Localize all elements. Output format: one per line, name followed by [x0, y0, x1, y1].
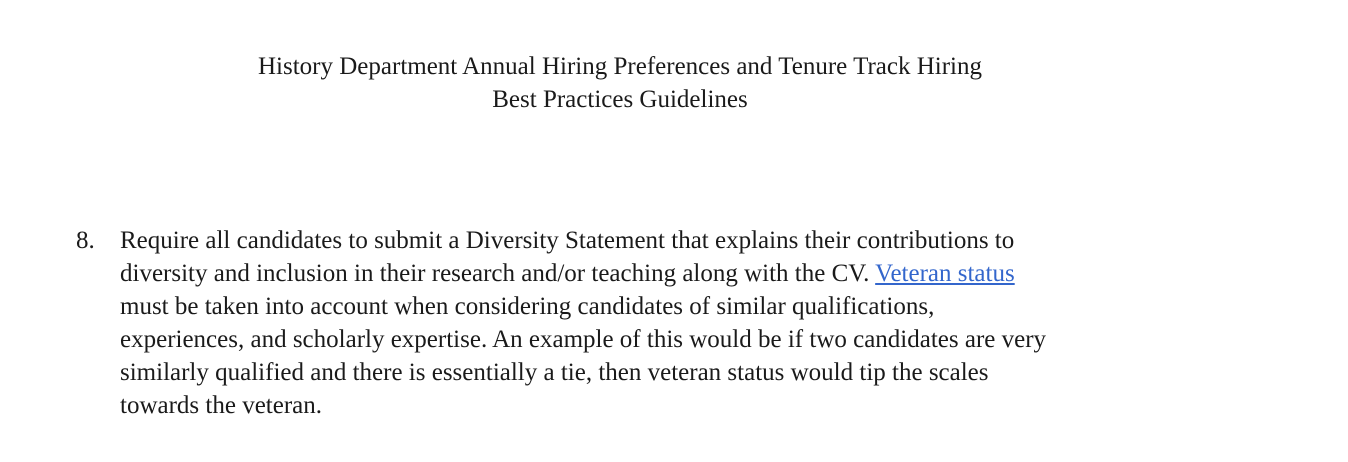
list-item-number: 8.	[76, 227, 95, 254]
paragraph-line: Require all candidates to submit a Diversity Statement that explains their contributions to	[120, 227, 1015, 254]
paragraph-line: must be taken into account when considering candidates of similar qualifications,	[120, 293, 935, 320]
title-line-1: History Department Annual Hiring Preferences and Tenure Track Hiring	[258, 53, 982, 80]
paragraph-line: towards the veteran.	[120, 392, 323, 419]
paragraph-line: experiences, and scholarly expertise. An example of this would be if two candidates are very	[120, 326, 1047, 353]
paragraph-line-text: diversity and inclusion in their research and/or teaching along with the CV.	[120, 260, 876, 287]
paragraph-line: similarly qualified and there is essentially a tie, then veteran status would tip the scales	[120, 359, 989, 386]
list-item-paragraph	[120, 224, 1256, 422]
title-line-2: Best Practices Guidelines	[492, 86, 748, 113]
document-title	[0, 50, 1240, 116]
paragraph-line	[120, 257, 1256, 290]
veteran-status-link[interactable]: Veteran status	[875, 260, 1015, 287]
